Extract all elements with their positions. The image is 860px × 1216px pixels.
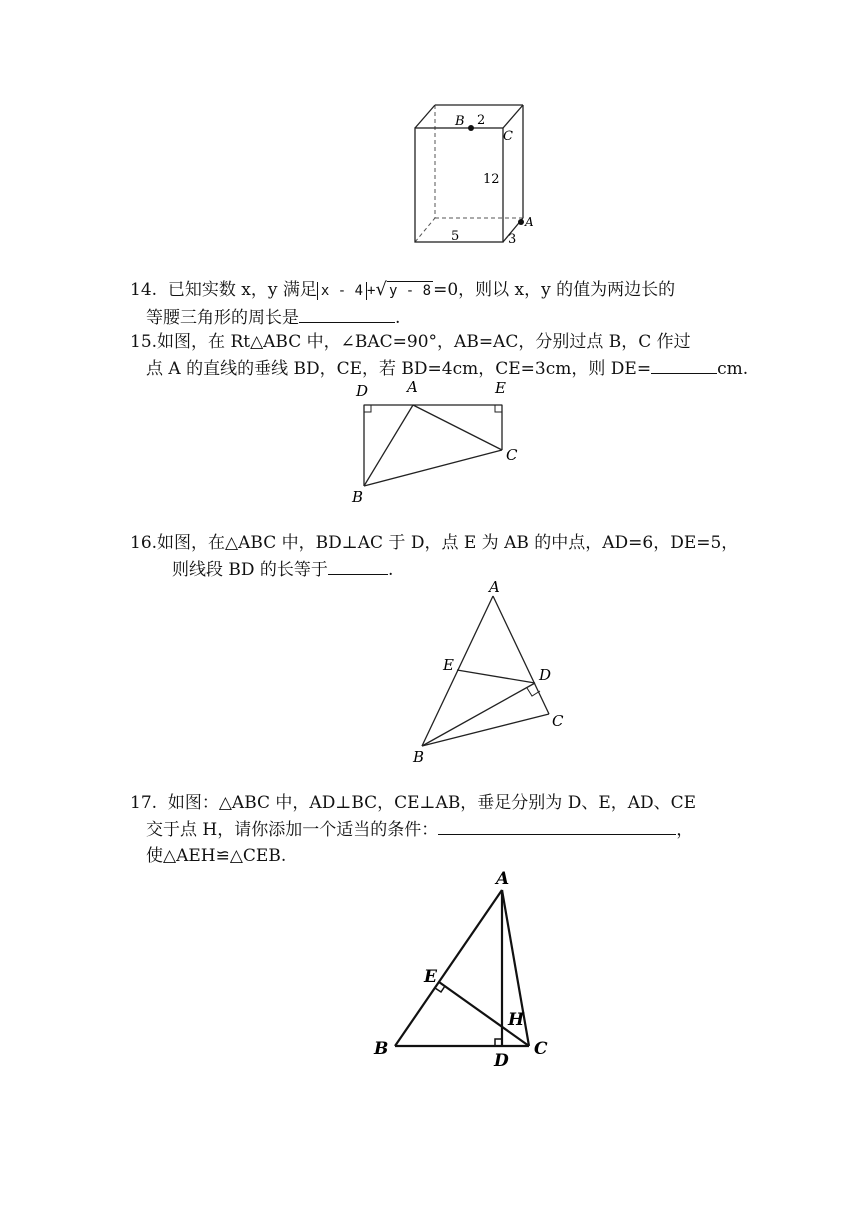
label-A: A — [489, 578, 500, 596]
q14-text-eq: =0，则以 x，y 的值为两边长的 — [433, 280, 676, 300]
q16-period: . — [387, 560, 394, 580]
q16-text-line2: 则线段 BD 的长等于 — [172, 560, 328, 580]
q14-number: 14. — [130, 280, 158, 300]
label-top-2: 2 — [477, 113, 486, 128]
label-H: H — [508, 1010, 525, 1030]
q17-text-line1: 如图：△ABC 中，AD⊥BC，CE⊥AB，垂足分别为 D、E，AD、CE — [167, 793, 697, 813]
label-E: E — [443, 656, 454, 674]
label-D: D — [539, 666, 552, 684]
q16-text-line1: 如图，在△ABC 中，BD⊥AC 于 D，点 E 为 AB 的中点，AD=6，DE=5， — [157, 533, 739, 553]
label-B: B — [455, 114, 465, 129]
q17-text-line2: 交于点 H，请你添加一个适当的条件： — [146, 820, 439, 840]
q15-answer-blank[interactable] — [651, 355, 717, 374]
label-A: A — [525, 215, 534, 229]
label-B: B — [413, 748, 425, 766]
label-C: C — [506, 446, 518, 464]
label-E: E — [424, 967, 437, 987]
q14-sqrt-expr: y - 8 — [388, 283, 432, 299]
label-E: E — [495, 379, 506, 397]
q16-number: 16. — [130, 533, 158, 553]
q17-answer-blank[interactable] — [438, 816, 676, 835]
q17-number: 17. — [130, 793, 158, 813]
label-C: C — [552, 712, 564, 730]
q15-text-line1: 如图，在 Rt△ABC 中，∠BAC=90°，AB=AC，分别过点 B，C 作过 — [157, 332, 691, 352]
q14-text-pre: 已知实数 x，y 满足 — [167, 280, 317, 300]
q15-number: 15. — [130, 332, 158, 352]
question-15 — [130, 329, 749, 382]
q17-text-line3: 使△AEH≌△CEB. — [146, 846, 287, 866]
q14-plus: + — [367, 283, 376, 299]
q15-unit: cm. — [717, 359, 749, 379]
q14-abs-expr: x - 4 — [317, 282, 367, 300]
question-14 — [130, 277, 730, 331]
q15-text-line2: 点 A 的直线的垂线 BD，CE，若 BD=4cm，CE=3cm，则 DE= — [146, 359, 652, 379]
label-side-3: 3 — [508, 232, 517, 247]
label-front-5: 5 — [451, 229, 460, 244]
label-A: A — [407, 378, 418, 396]
q14-period: . — [395, 308, 401, 328]
label-A: A — [496, 869, 510, 889]
label-C: C — [534, 1039, 548, 1059]
figure-16 — [405, 578, 575, 768]
label-B: B — [374, 1039, 389, 1059]
radical-icon: √ — [375, 279, 387, 300]
label-height-12: 12 — [483, 172, 500, 187]
q14-text-line2: 等腰三角形的周长是 — [146, 308, 299, 328]
label-B: B — [352, 488, 364, 506]
q14-answer-blank[interactable] — [299, 304, 395, 323]
label-D: D — [356, 382, 369, 400]
question-16 — [130, 530, 739, 583]
figure-17 — [370, 862, 570, 1072]
figure-15 — [350, 376, 530, 506]
question-17 — [130, 790, 730, 869]
cuboid-figure — [405, 100, 545, 250]
label-D: D — [494, 1051, 509, 1071]
q16-answer-blank[interactable] — [328, 556, 388, 575]
label-C: C — [503, 129, 513, 144]
q17-comma: ， — [676, 820, 694, 840]
